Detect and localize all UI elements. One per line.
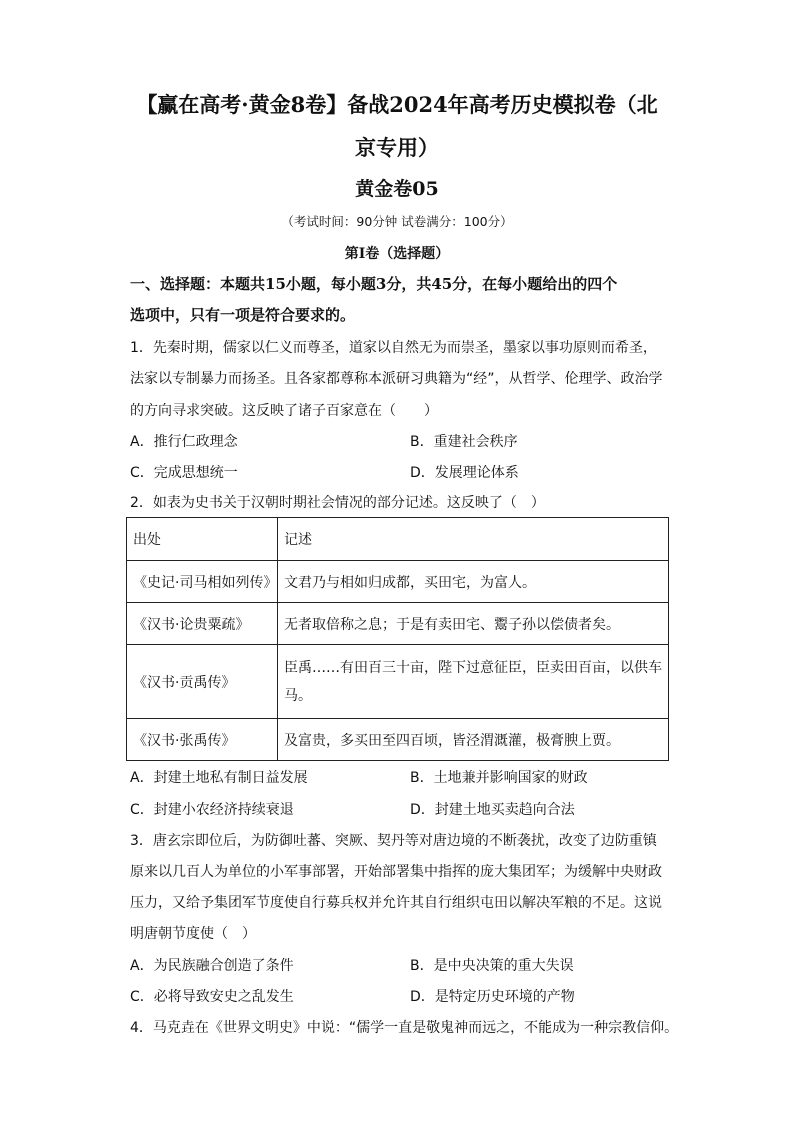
q1-option-d[interactable]: D．发展理论体系: [410, 465, 519, 481]
q2-option-d[interactable]: D．封建土地买卖趋向合法: [410, 802, 575, 818]
q4-stem-line1: 4．马克垚在《世界文明史》中说：“儒学一直是敬鬼神而远之，不能成为一种宗教信仰。: [130, 1020, 679, 1036]
table-row: [127, 719, 669, 761]
exam-info: （考试时间：90分钟 试卷满分：100分）: [281, 214, 513, 229]
table-cell-record-line2: 马。: [284, 687, 312, 704]
q1-stem-line3: 的方向寻求突破。这反映了诸子百家意在（ ）: [130, 403, 438, 419]
table-row: [127, 561, 669, 603]
table-row: [127, 603, 669, 645]
q3-stem-line4: 明唐朝节度使（ ）: [130, 926, 256, 942]
q3-stem-line1: 3．唐玄宗即位后，为防御吐蕃、突厥、契丹等对唐边境的不断袭扰，改变了边防重镇: [130, 833, 657, 849]
q2-option-b[interactable]: B．土地兼并影响国家的财政: [410, 770, 588, 786]
table-cell-source: 《汉书·论贵粟疏》: [127, 603, 278, 645]
section-instruction-line2: 选项中，只有一项是符合要求的。: [130, 306, 356, 324]
table-cell-record: 及富贵，多买田至四百顷，皆泾渭溉灌，极膏腴上贾。: [278, 719, 669, 761]
q2-stem-line1: 2．如表为史书关于汉朝时期社会情况的部分记述。这反映了（ ）: [130, 495, 545, 511]
table-header-source: 出处: [127, 518, 278, 561]
table-cell-source: 《汉书·贡禹传》: [127, 645, 278, 719]
table-cell-source: 《汉书·张禹传》: [127, 719, 278, 761]
table-header-record: 记述: [278, 518, 669, 561]
q2-option-a[interactable]: A．封建土地私有制日益发展: [130, 770, 308, 786]
q1-stem-line1: 1．先秦时期，儒家以仁义而尊圣，道家以自然无为而崇圣，墨家以事功原则而希圣，: [130, 340, 657, 356]
exam-title-line1: 【赢在高考·黄金8卷】备战2024年高考历史模拟卷（北: [136, 92, 658, 117]
q1-option-a[interactable]: A．推行仁政理念: [130, 434, 238, 450]
volume-heading: 第Ⅰ卷（选择题）: [344, 246, 450, 262]
q3-option-c[interactable]: C．必将导致安史之乱发生: [130, 989, 294, 1005]
q1-stem-line2: 法家以专制暴力而扬圣。且各家都尊称本派研习典籍为“经”，从哲学、伦理学、政治学: [130, 371, 663, 387]
exam-subtitle: 黄金卷05: [355, 178, 439, 200]
history-source-table: [126, 517, 669, 761]
q3-option-b[interactable]: B．是中央决策的重大失误: [410, 958, 574, 974]
table-cell-source: 《史记·司马相如列传》: [127, 561, 278, 603]
table-cell-record-line1: 臣禹……有田百三十亩，陛下过意征臣，臣卖田百亩，以供车: [284, 659, 662, 676]
q3-stem-line3: 压力，又给予集团军节度使自行募兵权并允许其自行组织屯田以解决军粮的不足。这说: [130, 895, 662, 911]
exam-title-line2: 京专用）: [355, 135, 439, 160]
q3-stem-line2: 原来以几百人为单位的小军事部署，开始部署集中指挥的庞大集团军；为缓解中央财政: [130, 864, 662, 880]
table-cell-record: [278, 645, 669, 719]
q3-option-a[interactable]: A．为民族融合创造了条件: [130, 958, 294, 974]
q2-option-c[interactable]: C．封建小农经济持续衰退: [130, 802, 294, 818]
table-cell-record: 无者取倍称之息；于是有卖田宅、鬻子孙以偿债者矣。: [278, 603, 669, 645]
table-row: [127, 645, 669, 719]
table-cell-record: 文君乃与相如归成都，买田宅，为富人。: [278, 561, 669, 603]
q1-option-c[interactable]: C．完成思想统一: [130, 465, 238, 481]
section-instruction-line1: 一、选择题：本题共15小题，每小题3分，共45分，在每小题给出的四个: [130, 275, 618, 293]
q1-option-b[interactable]: B．重建社会秩序: [410, 434, 518, 450]
q3-option-d[interactable]: D．是特定历史环境的产物: [410, 989, 575, 1005]
table-header-row: [127, 518, 669, 561]
